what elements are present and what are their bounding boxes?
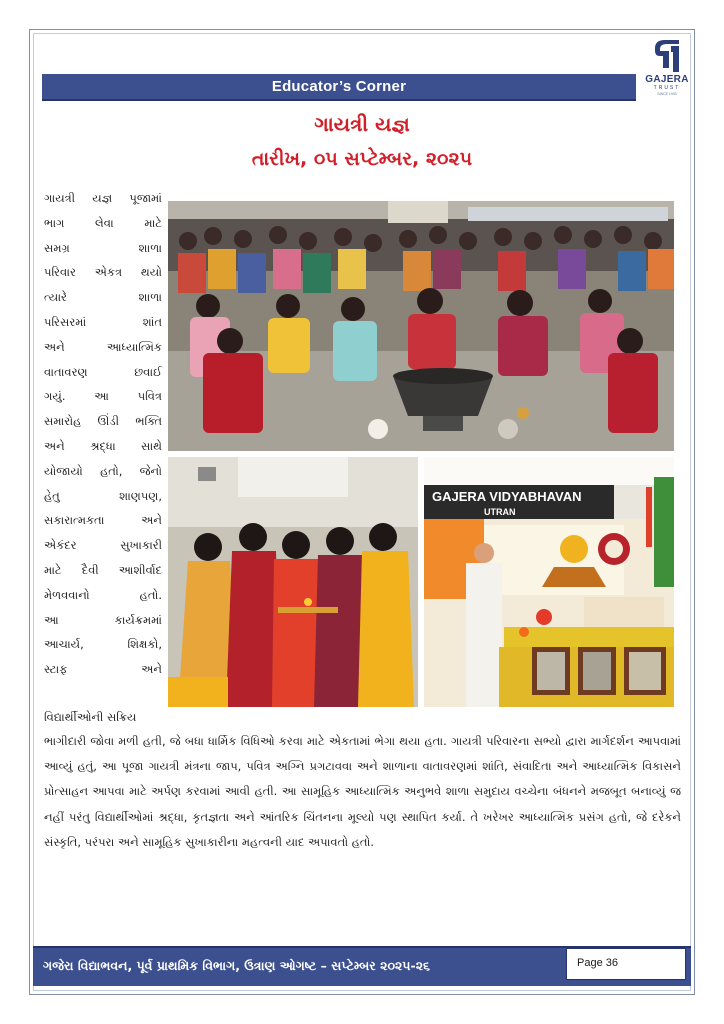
page-number: Page 36	[566, 948, 686, 980]
gajera-trust-logo	[644, 38, 690, 100]
intro-line: યોજાયો હતો, જેનો	[44, 463, 162, 478]
article-date: તારીખ, ૦૫ સપ્ટેમ્બર, ૨૦૨૫	[251, 148, 473, 170]
photo-havan-group	[168, 201, 674, 451]
footer-school-info: ગજેરા વિદ્યાભવન, પૂર્વ પ્રાથમિક વિભાગ, ઉત્રાણ ઓગષ્ટ – સપ્ટેમ્બર ૨૦૨૫-૨૬	[43, 958, 431, 973]
intro-line: સ્ટાફ અને	[44, 662, 162, 677]
logo-since: SINCE 1993	[657, 92, 677, 96]
section-header-title: Educator’s Corner	[271, 78, 407, 95]
logo-name: GAJERA	[645, 74, 689, 85]
section-header-bar	[42, 74, 636, 101]
intro-column	[44, 186, 162, 682]
intro-line: મેળવવાનો હતો.	[44, 587, 162, 602]
intro-line: સમારોહ ઊંડી ભક્તિ	[44, 414, 162, 429]
intro-line: અને શ્રદ્ધા સાથે	[44, 438, 162, 453]
gajera-logo-icon	[649, 38, 685, 74]
photo-stage-altar	[424, 457, 674, 707]
article-title: ગાયત્રી યજ્ઞ	[314, 112, 410, 136]
intro-line: ત્યારે શાળા	[44, 290, 162, 305]
stage-altar-image	[424, 457, 674, 707]
intro-line: માટે દૈવી આશીર્વાદ	[44, 562, 162, 577]
intro-line: સકારાત્મકતા અને	[44, 513, 162, 528]
havan-group-image	[168, 201, 674, 451]
intro-line: હેતુ શાણપણ,	[44, 488, 162, 503]
stage-banner-text: GAJERA VIDYABHAVAN	[432, 489, 582, 504]
intro-line: અને આધ્યાત્મિક	[44, 339, 162, 354]
lighting-diya-image	[168, 457, 418, 707]
intro-line: વાતાવરણ છવાઈ	[44, 364, 162, 379]
intro-line: પરિસરમાં શાંત	[44, 314, 162, 329]
intro-line: ગયું. આ પવિત્ર	[44, 389, 162, 404]
stage-banner-subtext: UTRAN	[484, 507, 516, 517]
intro-line: આચાર્ય, શિક્ષકો,	[44, 637, 162, 652]
intro-line: એકંદર સુખાકારી	[44, 538, 162, 553]
intro-line: આ કાર્યક્રમમાં	[44, 612, 162, 627]
article-body: ભાગીદારી જોવા મળી હતી, જે બધા ધાર્મિક વિધિઓ કરવા માટે એકતામાં ભેગા થયા હતા. ગાયત્રી પરિવારના સભ્યો દ્વારા માર્ગદર્શન આપવામાં આવ્યું હતું, આ પૂજા ગાયત્રી મંત્રના જાપ, પવિત્ર અગ્નિ પ્રગટાવવા અને શાળાના વાતાવરણમાં શાંતિ, સંવાદિતા અને આધ્યાત્મિક વિકાસને પ્રોત્સાહન આપવા માટે અર્પણ કરવામાં આવી હતી. આ સામૂહિક આધ્યાત્મિક અનુભવે શાળા સમુદાય વચ્ચેના બંધનને મજબૂત બનાવ્યું જ નહીં પરંતુ વિદ્યાર્થીઓમાં શ્રદ્ધા, કૃતજ્ઞતા અને આંતરિક ચિંતનના મૂલ્યો પણ સ્થાપિત કર્યા. તે ખરેખર આધ્યાત્મિક પ્રસંગ હતો, જે દરેકને સંસ્કૃતિ, પરંપરા અને સામૂહિક સુખાકારીના મહત્વની યાદ અપાવતો હતો.	[44, 734, 682, 849]
intro-line: પરિવાર એકત્ર થયો	[44, 265, 162, 280]
photo-lighting-diya	[168, 457, 418, 707]
intro-line: ગાયત્રી યજ્ઞ પૂજામાં	[44, 191, 162, 205]
logo-subtitle: TRUST	[653, 85, 681, 91]
intro-last-line: વિદ્યાર્થીઓની સક્રિય	[44, 710, 137, 724]
intro-line: સમગ્ર શાળા	[44, 240, 162, 255]
intro-line: ભાગ લેવા માટે	[44, 215, 162, 230]
